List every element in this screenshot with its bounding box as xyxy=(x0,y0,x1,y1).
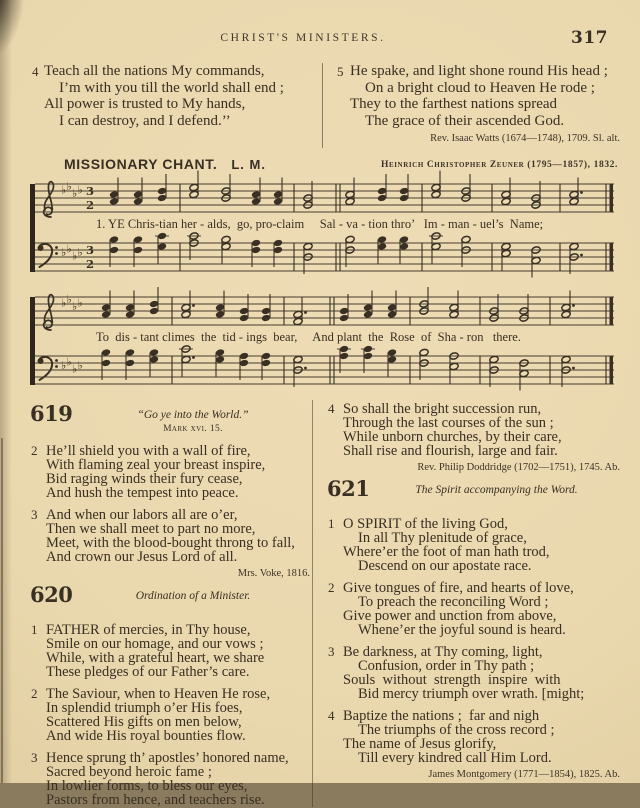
verse-lines: Teach all the nations My commands, I’m with you till the world shall end ; All power is trusted to My hands, I can destroy, and I defend.’’ xyxy=(44,63,284,129)
hymn-620-verse-2 xyxy=(30,687,310,743)
hymn-620-head xyxy=(30,581,310,615)
music-system-2 xyxy=(30,287,620,390)
hymn-column-right xyxy=(312,400,620,807)
verse-lines: He’ll shield you with a wall of fire, With flaming zeal your breast inspire, Bid raging winds their fury cease, And hush the tempest into peace. xyxy=(46,442,266,501)
verse-lines: The Saviour, when to Heaven He rose, In splendid triumph o’er His foes, Scattered His gifts on men below, And wide His royal bounties flow. xyxy=(46,685,271,744)
verse-lines: Give tongues of fire, and hearts of love, To preach the reconciling Word ; Give power and unction from above, Whene’er the joyful sound is heard. xyxy=(343,579,574,638)
svg-text:♭: ♭ xyxy=(66,355,72,368)
bass-staff-2 xyxy=(30,346,618,390)
verse-number: 4 xyxy=(32,64,39,79)
carryover-verses xyxy=(30,63,620,148)
verse-number: 3 xyxy=(31,506,38,522)
svg-text:♭: ♭ xyxy=(66,292,72,306)
svg-text:♭: ♭ xyxy=(77,358,83,372)
tune-meter: L. M. xyxy=(231,156,266,172)
hymn-number-619: 619 xyxy=(30,400,73,426)
svg-text:2: 2 xyxy=(85,197,95,212)
hymn-number-621: 621 xyxy=(327,475,370,501)
svg-text:♭: ♭ xyxy=(72,362,78,375)
music-block xyxy=(30,156,620,390)
composer-credit: Heinrich Christopher Zeuner (1795—1857), 1832. xyxy=(380,159,618,170)
svg-text:♭: ♭ xyxy=(61,183,67,196)
hymn-621-verse-3 xyxy=(327,645,620,701)
verse-lines: So shall the bright succession run, Through the last courses of the sun ; While unborn churches, by their care, Shall rise and flourish, large and fair. xyxy=(343,400,562,459)
running-head xyxy=(30,28,620,50)
music-head xyxy=(64,156,620,173)
verse-lines: Hence sprung th’ apostles’ honored name, Sacred beyond heroic fame ; In lowlier forms, to bless our eyes, Pastors from hence, and teachers rise. xyxy=(46,749,289,808)
svg-text:2: 2 xyxy=(85,256,95,271)
hymn-621-title: The Spirit accompanying the Word. xyxy=(415,483,578,496)
svg-text:♭: ♭ xyxy=(72,299,78,313)
svg-text:♭: ♭ xyxy=(77,245,83,259)
verse-number: 4 xyxy=(328,707,335,723)
lyric-line-2: To dis - tant climes the tid - ings bear, And plant the Rose of Sha - ron there. xyxy=(96,329,521,344)
verse-lines: And when our labors all are o’er, Then we shall meet to part no more, Meet, with the blood-bought throng to fall, And crown our Jesus Lord of all. xyxy=(46,506,295,565)
verse-number: 5 xyxy=(337,64,344,79)
hymn-621-verse-1 xyxy=(327,517,620,573)
svg-text:♭: ♭ xyxy=(61,296,67,309)
hymn-620-verse-3 xyxy=(30,751,310,807)
attribution-doddridge: Rev. Philip Doddridge (1702—1751), 1745. Ab. xyxy=(417,461,620,473)
spine-line xyxy=(1,438,3,783)
treble-staff-1 xyxy=(30,174,618,218)
hymn-columns xyxy=(30,400,620,807)
lyric-line-1: 1. YE Chris-tian her - alds, go, pro-claim Sal - va - tion thro’ Im - man - uel’s Name; xyxy=(96,216,544,231)
svg-text:♭: ♭ xyxy=(66,242,72,255)
hymn-619-verse-3 xyxy=(30,508,310,564)
bass-staff-1 xyxy=(30,233,618,277)
hymn-number-620: 620 xyxy=(30,581,73,607)
system-bracket xyxy=(30,297,35,385)
hymn-621-head xyxy=(327,475,620,509)
tune-title: MISSIONARY CHANT. xyxy=(64,155,218,172)
verse-number: 2 xyxy=(31,442,38,458)
hymn-619-title: “Go ye into the World.” xyxy=(137,408,249,421)
hymn-619-verse-2 xyxy=(30,444,310,500)
verse-number: 3 xyxy=(31,749,38,765)
verse-lines: O SPIRIT of the living God, In all Thy plenitude of grace, Where’er the foot of man hath trod, Descend on our apostate race. xyxy=(343,515,550,574)
svg-text:♭: ♭ xyxy=(66,179,72,193)
svg-text:♭: ♭ xyxy=(61,245,67,259)
svg-text:♭: ♭ xyxy=(72,249,78,262)
page-left-edge-shadow xyxy=(0,0,12,783)
hymn-620-verse-4 xyxy=(327,402,620,458)
svg-text:3: 3 xyxy=(85,242,95,257)
svg-text:♭: ♭ xyxy=(61,358,67,372)
section-title: CHRIST'S MINISTERS. xyxy=(220,32,386,44)
hymn-621-verse-2 xyxy=(327,581,620,637)
verse-lines: Baptize the nations ; far and nigh The triumphs of the cross record ; The name of Jesus glorify, Till every kindred call Him Lord. xyxy=(343,707,555,766)
verse-lines: Be darkness, at Thy coming, light, Confusion, order in Thy path ; Souls without strength inspire with Bid mercy triumph over wrath. [might; xyxy=(343,643,585,702)
svg-text:♭: ♭ xyxy=(77,296,83,309)
hymn-620-verse-1 xyxy=(30,623,310,679)
page-corner-shadow xyxy=(0,0,24,54)
verse-number: 1 xyxy=(31,621,38,637)
treble-staff-2 xyxy=(30,287,618,331)
system-bracket xyxy=(30,184,35,272)
verse-lines: FATHER of mercies, in Thy house, Smile on our homage, and our vows ; While, with a grateful heart, we share These pledges of our Father’s care. xyxy=(46,621,265,680)
hymn-619-head xyxy=(30,400,310,436)
hymn-619-scripture: Mark xvi. 15. xyxy=(163,423,223,434)
verse-5-right xyxy=(322,63,620,148)
attribution-watts: Rev. Isaac Watts (1674—1748), 1709. Sl. alt. xyxy=(430,133,620,144)
verse-number: 1 xyxy=(328,515,335,531)
verse-number: 2 xyxy=(31,685,38,701)
verse-number: 2 xyxy=(328,579,335,595)
svg-text:3: 3 xyxy=(85,183,95,198)
hymn-620-title: Ordination of a Minister. xyxy=(135,589,251,602)
page-number: 317 xyxy=(571,28,608,48)
svg-text:♭: ♭ xyxy=(77,183,83,196)
hymn-621-verse-4 xyxy=(327,709,620,765)
verse-number: 3 xyxy=(328,643,335,659)
attribution-voke: Mrs. Voke, 1816. xyxy=(237,567,310,579)
svg-text:♭: ♭ xyxy=(72,186,78,200)
music-system-1 xyxy=(30,174,620,277)
verse-lines: He spake, and light shone round His head ; On a bright cloud to Heaven He rode ; They to the farthest nations spread The grace of their ascended God. xyxy=(350,63,608,129)
verse-number: 4 xyxy=(328,400,335,416)
hymn-column-left xyxy=(30,400,310,807)
attribution-montgomery: James Montgomery (1771—1854), 1825. Ab. xyxy=(428,768,620,780)
verse-4-left xyxy=(30,63,320,148)
